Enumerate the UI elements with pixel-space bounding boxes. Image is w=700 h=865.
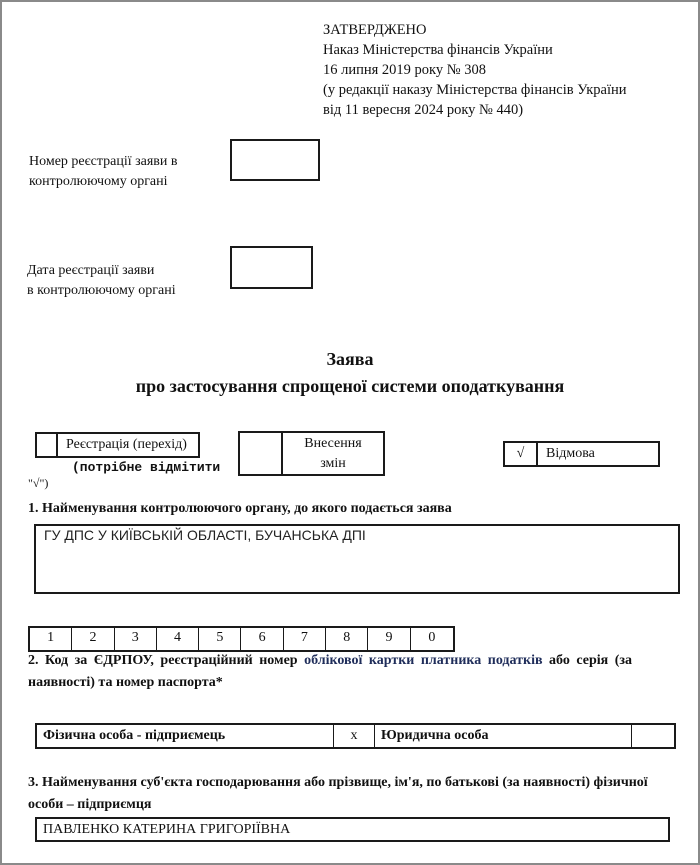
approval-line: ЗАТВЕРДЖЕНО	[323, 22, 427, 38]
individual-entrepreneur-checkbox[interactable]: x	[334, 725, 375, 747]
document-title	[0, 346, 700, 400]
title-main: Заява	[326, 349, 374, 369]
label-line: Внесення	[304, 436, 362, 451]
heading-highlight: облікової картки платника податків	[304, 653, 543, 668]
approval-line: 16 липня 2019 року № 308	[323, 62, 486, 78]
approval-stamp	[323, 20, 627, 120]
registration-number-label	[29, 152, 178, 192]
registration-date-field[interactable]	[230, 246, 313, 289]
individual-entrepreneur-label: Фізична особа - підприємець	[37, 725, 334, 747]
entity-name-field[interactable]: ПАВЛЕНКО КАТЕРИНА ГРИГОРІЇВНА	[35, 817, 670, 842]
heading-text: 2. Код за ЄДРПОУ, реєстраційний номер	[28, 653, 305, 668]
approval-line: від 11 вересня 2024 року № 440)	[323, 102, 524, 118]
code-digit[interactable]: 8	[326, 628, 368, 650]
code-digit[interactable]: 5	[199, 628, 241, 650]
section3-heading-line2: особи – підприємця	[28, 797, 152, 812]
section2-heading-line2: наявності) та номер паспорта*	[28, 675, 223, 690]
code-digit[interactable]: 6	[241, 628, 283, 650]
heading-text: або серія (за	[542, 653, 632, 668]
legal-entity-checkbox[interactable]	[632, 725, 674, 747]
check-note-line2: "√")	[28, 476, 49, 490]
refusal-checkbox[interactable]: √	[505, 443, 538, 465]
title-subtitle: про застосування спрощеної системи оподаткування	[135, 376, 565, 396]
label-line: контролюючому органі	[29, 174, 168, 189]
check-note-line1: (потрібне відмітити	[72, 460, 221, 475]
registration-checkbox[interactable]	[37, 434, 58, 456]
section3-heading: 3. Найменування суб'єкта господарювання або прізвище, ім'я, по батькові (за наявності) фізичної	[28, 775, 648, 790]
option-amendment[interactable]	[238, 431, 385, 476]
option-registration[interactable]	[35, 432, 200, 458]
entity-type-row	[35, 723, 676, 749]
refusal-option-label: Відмова	[546, 446, 595, 461]
code-digit[interactable]: 9	[368, 628, 410, 650]
label-line: Номер реєстрації заяви в	[29, 154, 178, 169]
section2-heading	[28, 650, 678, 672]
code-digit[interactable]: 1	[30, 628, 72, 650]
label-line: змін	[320, 456, 346, 471]
approval-line: Наказ Міністерства фінансів України	[323, 42, 553, 58]
code-digit[interactable]: 4	[157, 628, 199, 650]
code-digit[interactable]: 0	[428, 630, 436, 645]
approval-line: (у редакції наказу Міністерства фінансів України	[323, 82, 627, 98]
tax-authority-field[interactable]: ГУ ДПС У КИЇВСЬКІЙ ОБЛАСТІ, БУЧАНСЬКА ДПІ	[34, 524, 680, 594]
edrpou-code-cells[interactable]	[28, 626, 455, 652]
label-line: Дата реєстрації заяви	[27, 263, 155, 278]
code-digit[interactable]: 3	[115, 628, 157, 650]
option-refusal[interactable]	[503, 441, 660, 467]
amendment-option-label	[283, 433, 383, 474]
label-line: в контролюючому органі	[27, 283, 176, 298]
amendment-checkbox[interactable]	[240, 433, 283, 474]
registration-option-label: Реєстрація (перехід)	[66, 437, 187, 452]
registration-date-label	[27, 261, 176, 301]
section1-heading: 1. Найменування контролюючого органу, до якого подається заява	[28, 501, 452, 516]
registration-number-field[interactable]	[230, 139, 320, 181]
legal-entity-label: Юридична особа	[375, 725, 632, 747]
code-digit[interactable]: 7	[284, 628, 326, 650]
code-digit[interactable]: 2	[72, 628, 114, 650]
